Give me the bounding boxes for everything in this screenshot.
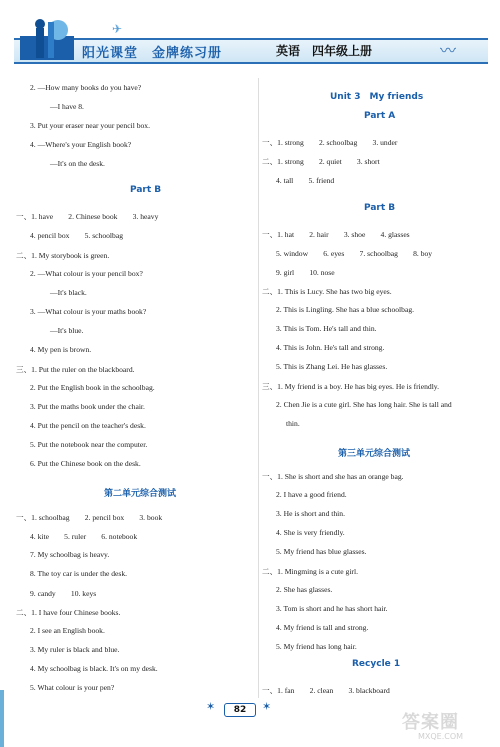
answer-line: 5. What colour is your pen? (30, 683, 115, 692)
answer-line: 4. My pen is brown. (30, 345, 92, 354)
answer-line: 5. Put the notebook near the computer. (30, 440, 148, 449)
answer-line: 2. She has glasses. (276, 585, 333, 594)
section-heading: Recycle 1 (352, 659, 401, 669)
answer-line: 4. kite 5. ruler 6. notebook (30, 532, 138, 541)
section-heading: Part A (364, 111, 396, 121)
answer-line: 4. She is very friendly. (276, 528, 345, 537)
answer-line: 二、1. Mingming is a cute girl. (262, 567, 358, 576)
answer-line: 2. This is Lingling. She has a blue schoolbag. (276, 305, 415, 314)
answer-line: —It's on the desk. (50, 159, 105, 168)
left-edge-strip (0, 690, 4, 747)
answer-line: 3. Put your eraser near your pencil box. (30, 121, 150, 130)
section-heading: 第三单元综合测试 (338, 449, 411, 459)
answer-line: 4. My friend is tall and strong. (276, 623, 369, 632)
answer-line: 8. The toy car is under the desk. (30, 569, 128, 578)
sunshine-classroom-logo-icon (18, 14, 76, 62)
section-heading: 第二单元综合测试 (104, 489, 177, 499)
answer-line: 4. This is John. He's tall and strong. (276, 343, 385, 352)
answer-line: 2. —What colour is your pencil box? (30, 269, 143, 278)
answer-line: 3. This is Tom. He's tall and thin. (276, 324, 377, 333)
answer-line: thin. (286, 419, 300, 428)
answer-line: 三、1. My friend is a boy. He has big eyes. He is friendly. (262, 382, 440, 391)
answer-line: 一、1. fan 2. clean 3. blackboard (262, 686, 390, 695)
page-header (0, 0, 500, 70)
answer-line: 3. My ruler is black and blue. (30, 645, 120, 654)
answer-line: 2. Put the English book in the schoolbag. (30, 383, 155, 392)
answer-line: 2. Chen Jie is a cute girl. She has long hair. She is tall and (276, 400, 452, 409)
birds-icon: 〰︎ (440, 43, 457, 60)
watermark-logo: 答案圈 (402, 712, 459, 733)
answer-line: 一、1. have 2. Chinese book 3. heavy (16, 212, 159, 221)
answer-line: 一、1. schoolbag 2. pencil box 3. book (16, 513, 163, 522)
answer-line: —I have 8. (50, 102, 84, 111)
section-heading: Part B (364, 203, 396, 213)
answer-line: 一、1. hat 2. hair 3. shoe 4. glasses (262, 230, 410, 239)
answer-line: 3. Put the maths book under the chair. (30, 402, 145, 411)
answer-line: 3. Tom is short and he has short hair. (276, 604, 388, 613)
answer-line: —It's blue. (50, 326, 84, 335)
book-series-title: 阳光课堂 金牌练习册 (82, 46, 223, 61)
column-divider (258, 78, 259, 698)
answer-line: 2. —How many books do you have? (30, 83, 142, 92)
answer-line: 二、1. This is Lucy. She has two big eyes. (262, 287, 392, 296)
watermark-url: MXQE.COM (418, 732, 464, 741)
section-heading: Unit 3 My friends (330, 92, 424, 102)
answer-line: 6. Put the Chinese book on the desk. (30, 459, 141, 468)
answer-line: 7. My schoolbag is heavy. (30, 550, 110, 559)
page-number: 82 (224, 703, 256, 717)
answer-line: 4. pencil box 5. schoolbag (30, 231, 124, 240)
answer-line: 一、1. strong 2. schoolbag 3. under (262, 138, 398, 147)
answer-line: 4. tall 5. friend (276, 176, 335, 185)
answer-line: 5. My friend has blue glasses. (276, 547, 367, 556)
answer-line: —It's black. (50, 288, 87, 297)
answer-line: 4. My schoolbag is black. It's on my desk. (30, 664, 158, 673)
answer-line: 9. candy 10. keys (30, 589, 97, 598)
answer-line: 3. He is short and thin. (276, 509, 345, 518)
footer-star-icon: ✶ (262, 701, 272, 713)
answer-line: 2. I have a good friend. (276, 490, 347, 499)
answer-line: 4. —Where's your English book? (30, 140, 132, 149)
answer-line: 二、1. My storybook is green. (16, 251, 110, 260)
answer-line: 5. window 6. eyes 7. schoolbag 8. boy (276, 249, 433, 258)
answer-line: 一、1. She is short and she has an orange bag. (262, 472, 404, 481)
book-subject-grade: 英语 四年级上册 (276, 44, 373, 58)
answer-line: 4. Put the pencil on the teacher's desk. (30, 421, 146, 430)
answer-line: 二、1. strong 2. quiet 3. short (262, 157, 380, 166)
answer-line: 2. I see an English book. (30, 626, 105, 635)
section-heading: Part B (130, 185, 162, 195)
answer-line: 三、1. Put the ruler on the blackboard. (16, 365, 135, 374)
paper-plane-icon: ✈ (112, 22, 123, 36)
answer-line: 3. —What colour is your maths book? (30, 307, 147, 316)
answer-line: 5. My friend has long hair. (276, 642, 357, 651)
answer-line: 二、1. I have four Chinese books. (16, 608, 121, 617)
answer-line: 9. girl 10. nose (276, 268, 335, 277)
footer-star-icon: ✶ (206, 701, 216, 713)
answer-line: 5. This is Zhang Lei. He has glasses. (276, 362, 388, 371)
